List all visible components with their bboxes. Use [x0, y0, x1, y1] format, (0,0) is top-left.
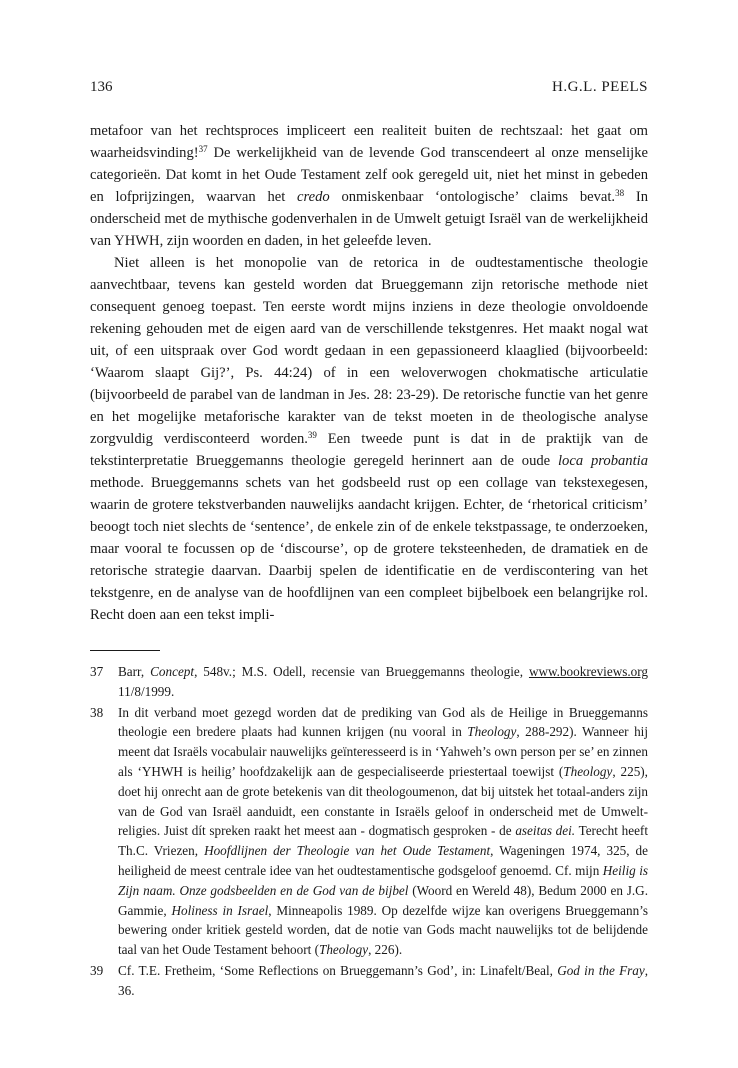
- italic-term: Hoofdlijnen der Theologie van het Oude Testament: [204, 843, 491, 859]
- text-span: In dit verband moet gezegd worden dat de prediking van God als de Heilige in Brueggemanns theologie een bredere plaats had kunnen krijgen (nu vooral in: [118, 704, 648, 740]
- text-span: 11/8/1999.: [118, 683, 175, 699]
- paragraph-1: [90, 120, 648, 252]
- italic-term: Theology: [318, 942, 369, 958]
- italic-term: loca probantia: [557, 453, 648, 469]
- text-span: onmiskenbaar ‘ontologische’ claims bevat.: [329, 189, 616, 205]
- paragraph-2: [90, 252, 648, 626]
- footnote-number: 37: [90, 664, 104, 679]
- footnote-divider: [90, 650, 160, 651]
- text-span: methode. Brueggemanns schets van het godsbeeld rust op een collage van tekstexegesen, waarin de grotere tekstverbanden nauwelijks aandacht krijgen. Echter, de ‘rhetorical criticism’ beoogt toch niet slechts de ‘sentence’, de enkele zin of de enkele tekstpassage, te onderzoeken, maar vooral te focussen op de ‘discourse’, op de grotere teksteenheden, de dramatiek en de retorische strategie daarvan. Daarbij spelen de identificatie en de verdiscontering van het tekstgenre, en de analyse van de hoofdlijnen van een compleet bijbelboek een belangrijke rol. Recht doen aan een tekst impli-: [90, 475, 648, 623]
- italic-term: Concept: [150, 664, 195, 679]
- text-span: Niet alleen is het monopolie van de retorica in de oudtestamentische theologie aanvechtbaar, tevens kan gesteld worden dat Brueggemann zijn retorische methode niet consequent genoeg toepast. Ten eerste wordt mijns inziens in deze theologie onvoldoende rekening gehouden met de eigen aard van de verschillende tekstgenres. Het maakt nogal wat uit, of een uitspraak over God wordt gedaan in een gepassioneerd klaaglied (bijvoorbeeld: ‘Waarom slaapt Gij?’, Ps. 44:24) of in een weloverwogen chokmatische articulatie (bijvoorbeeld de parabel van de landman in Jes. 28: 23-29). De retorische functie van het genre en het mogelijke metaforische karakter van de tekst moeten in de theologische analyse zorgvuldig verdisconteerd worden.: [90, 255, 648, 447]
- text-span: , 226).: [368, 942, 403, 958]
- footnote-ref-37[interactable]: 37: [198, 144, 208, 154]
- text-span: metafoor van het rechtsproces impliceert een realiteit buiten de rechtszaal: het gaat om waarheidsvinding!: [90, 123, 648, 161]
- text-span: , 548v.; M.S. Odell, recensie van Brueggemanns theologie,: [194, 664, 529, 679]
- text-span: , 288-292). Wanneer hij meent dat Israëls vocabulair nauwelijks geïnteresseerd is in ‘Yahweh’s own person per se’ en zinnen als ‘YHWH is heilig’ hoofdzakelijk aan de gespecialiseerde priestertaal toewijst (: [118, 724, 648, 779]
- text-span: Terecht heeft Th.C. Vriezen,: [118, 823, 648, 859]
- footnote-37: [90, 662, 648, 702]
- running-head-author: H.G.L. PEELS: [552, 79, 648, 95]
- text-span: , 36.: [118, 962, 648, 998]
- bookreviews-link[interactable]: www.bookreviews.org: [528, 664, 648, 679]
- footnote-number: 38: [90, 704, 104, 720]
- text-span: De werkelijkheid van de levende God transcendeert al onze menselijke categorieën. Dat komt in het Oude Testament zelf ook geregeld uit, niet het minst in gebeden en lofprijzingen, waarvan het: [90, 145, 648, 205]
- italic-term: credo: [297, 189, 330, 205]
- text-span: , 225), doet hij onrecht aan de grote betekenis van dit theologoumenon, dat bij uitstek het totaal-anders zijn van de God van Israël aanduidt, een constante in Israëls geloof in onderscheid met de Umwelt-religies. Juist dít spreken raakt het meest aan - dogmatisch gesproken - de: [118, 763, 648, 839]
- footnote-number: 39: [90, 962, 104, 978]
- text-span: , Wageningen 1974, 325, de heiligheid de meest centrale idee van het oudtestamentische godsgeloof genoemd. Cf. mijn: [118, 843, 648, 878]
- italic-term: Theology: [563, 763, 613, 779]
- text-span: (Woord en Wereld 48), Bedum 2000 en J.G. Gammie,: [118, 882, 648, 918]
- italic-term: God in the Fray: [557, 962, 645, 978]
- text-span: Cf. T.E. Fretheim, ‘Some Reflections on Brueggemann’s God’, in: Linafelt/Beal,: [118, 962, 558, 978]
- italic-term: Theology: [467, 724, 517, 740]
- footnote-ref-38[interactable]: 38: [615, 188, 625, 198]
- text-span: Barr,: [118, 664, 151, 679]
- italic-term: aseitas dei.: [515, 823, 576, 839]
- footnote-38: [90, 703, 648, 960]
- text-span: Een tweede punt is dat in de praktijk van de tekstinterpretatie Brueggemanns theologie geregeld herinnert aan de oude: [90, 431, 648, 469]
- body-text: [90, 120, 648, 626]
- italic-term: Holiness in Israel: [171, 902, 269, 918]
- italic-term: Heilig is Zijn naam. Onze godsbeelden en de God van de bijbel: [118, 862, 648, 898]
- page-number: 136: [90, 79, 113, 95]
- text-span: , Minneapolis 1989. Op dezelfde wijze kan overigens Brueggemann’s bewering onder kritiek gesteld worden, dat de notie van Gods macht nauwelijks tot de belijdende taal van het Oude Testament behoort (: [118, 902, 648, 958]
- footnote-ref-39[interactable]: 39: [307, 430, 317, 440]
- footnote-39: [90, 961, 648, 1001]
- footnotes: [90, 662, 648, 1002]
- text-span: In onderscheid met de mythische godenverhalen in de Umwelt getuigt Israël van de werkelijkheid van YHWH, zijn woorden en daden, in het geleefde leven.: [90, 189, 648, 249]
